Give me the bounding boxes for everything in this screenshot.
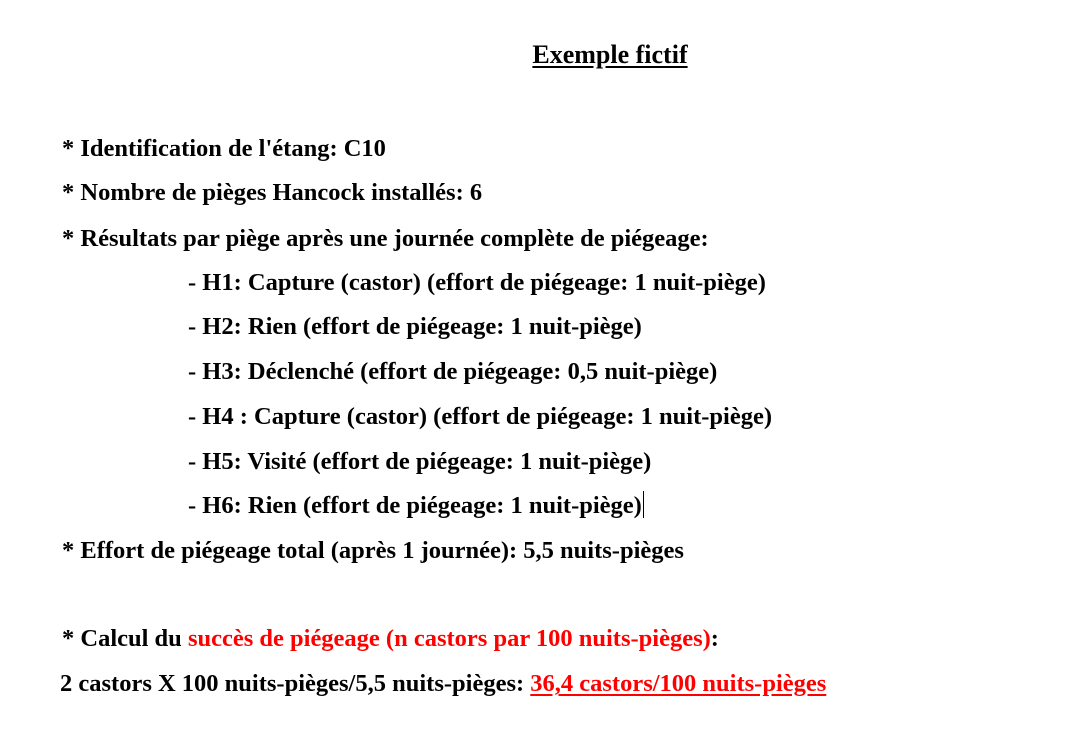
calc-prefix: * Calcul du <box>62 625 188 652</box>
formula-text: 2 castors X 100 nuits-pièges/5,5 nuits-pièges: <box>60 670 531 697</box>
trap-result-h2: - H2: Rien (effort de piégeage: 1 nuit-piège) <box>188 313 642 340</box>
calc-suffix: : <box>710 625 719 652</box>
trap-result-h4: - H4 : Capture (castor) (effort de piégeage: 1 nuit-piège) <box>188 403 772 430</box>
calc-line <box>62 624 719 654</box>
total-effort-line: * Effort de piégeage total (après 1 journée): 5,5 nuits-pièges <box>62 537 684 564</box>
text-cursor <box>643 491 644 518</box>
formula-result: 36,4 castors/100 nuits-pièges <box>530 670 827 697</box>
document-title <box>0 40 1092 70</box>
trap-result-h3: - H3: Déclenché (effort de piégeage: 0,5 nuit-piège) <box>188 358 718 385</box>
trap-result-h1: - H1: Capture (castor) (effort de piégeage: 1 nuit-piège) <box>188 269 766 296</box>
formula-line <box>60 669 826 699</box>
pond-id-line: * Identification de l'étang: C10 <box>62 135 386 162</box>
title-text: Exemple fictif <box>532 40 688 69</box>
trap-result-h6 <box>188 491 644 521</box>
results-header-line: * Résultats par piège après une journée complète de piégeage: <box>62 225 709 252</box>
trap-result-h6-text: - H6: Rien (effort de piégeage: 1 nuit-piège) <box>188 492 642 519</box>
trap-result-h5: - H5: Visité (effort de piégeage: 1 nuit-piège) <box>188 448 652 475</box>
trap-count-line: * Nombre de pièges Hancock installés: 6 <box>62 179 483 206</box>
calc-highlight: succès de piégeage (n castors par 100 nuits-pièges) <box>187 625 711 652</box>
